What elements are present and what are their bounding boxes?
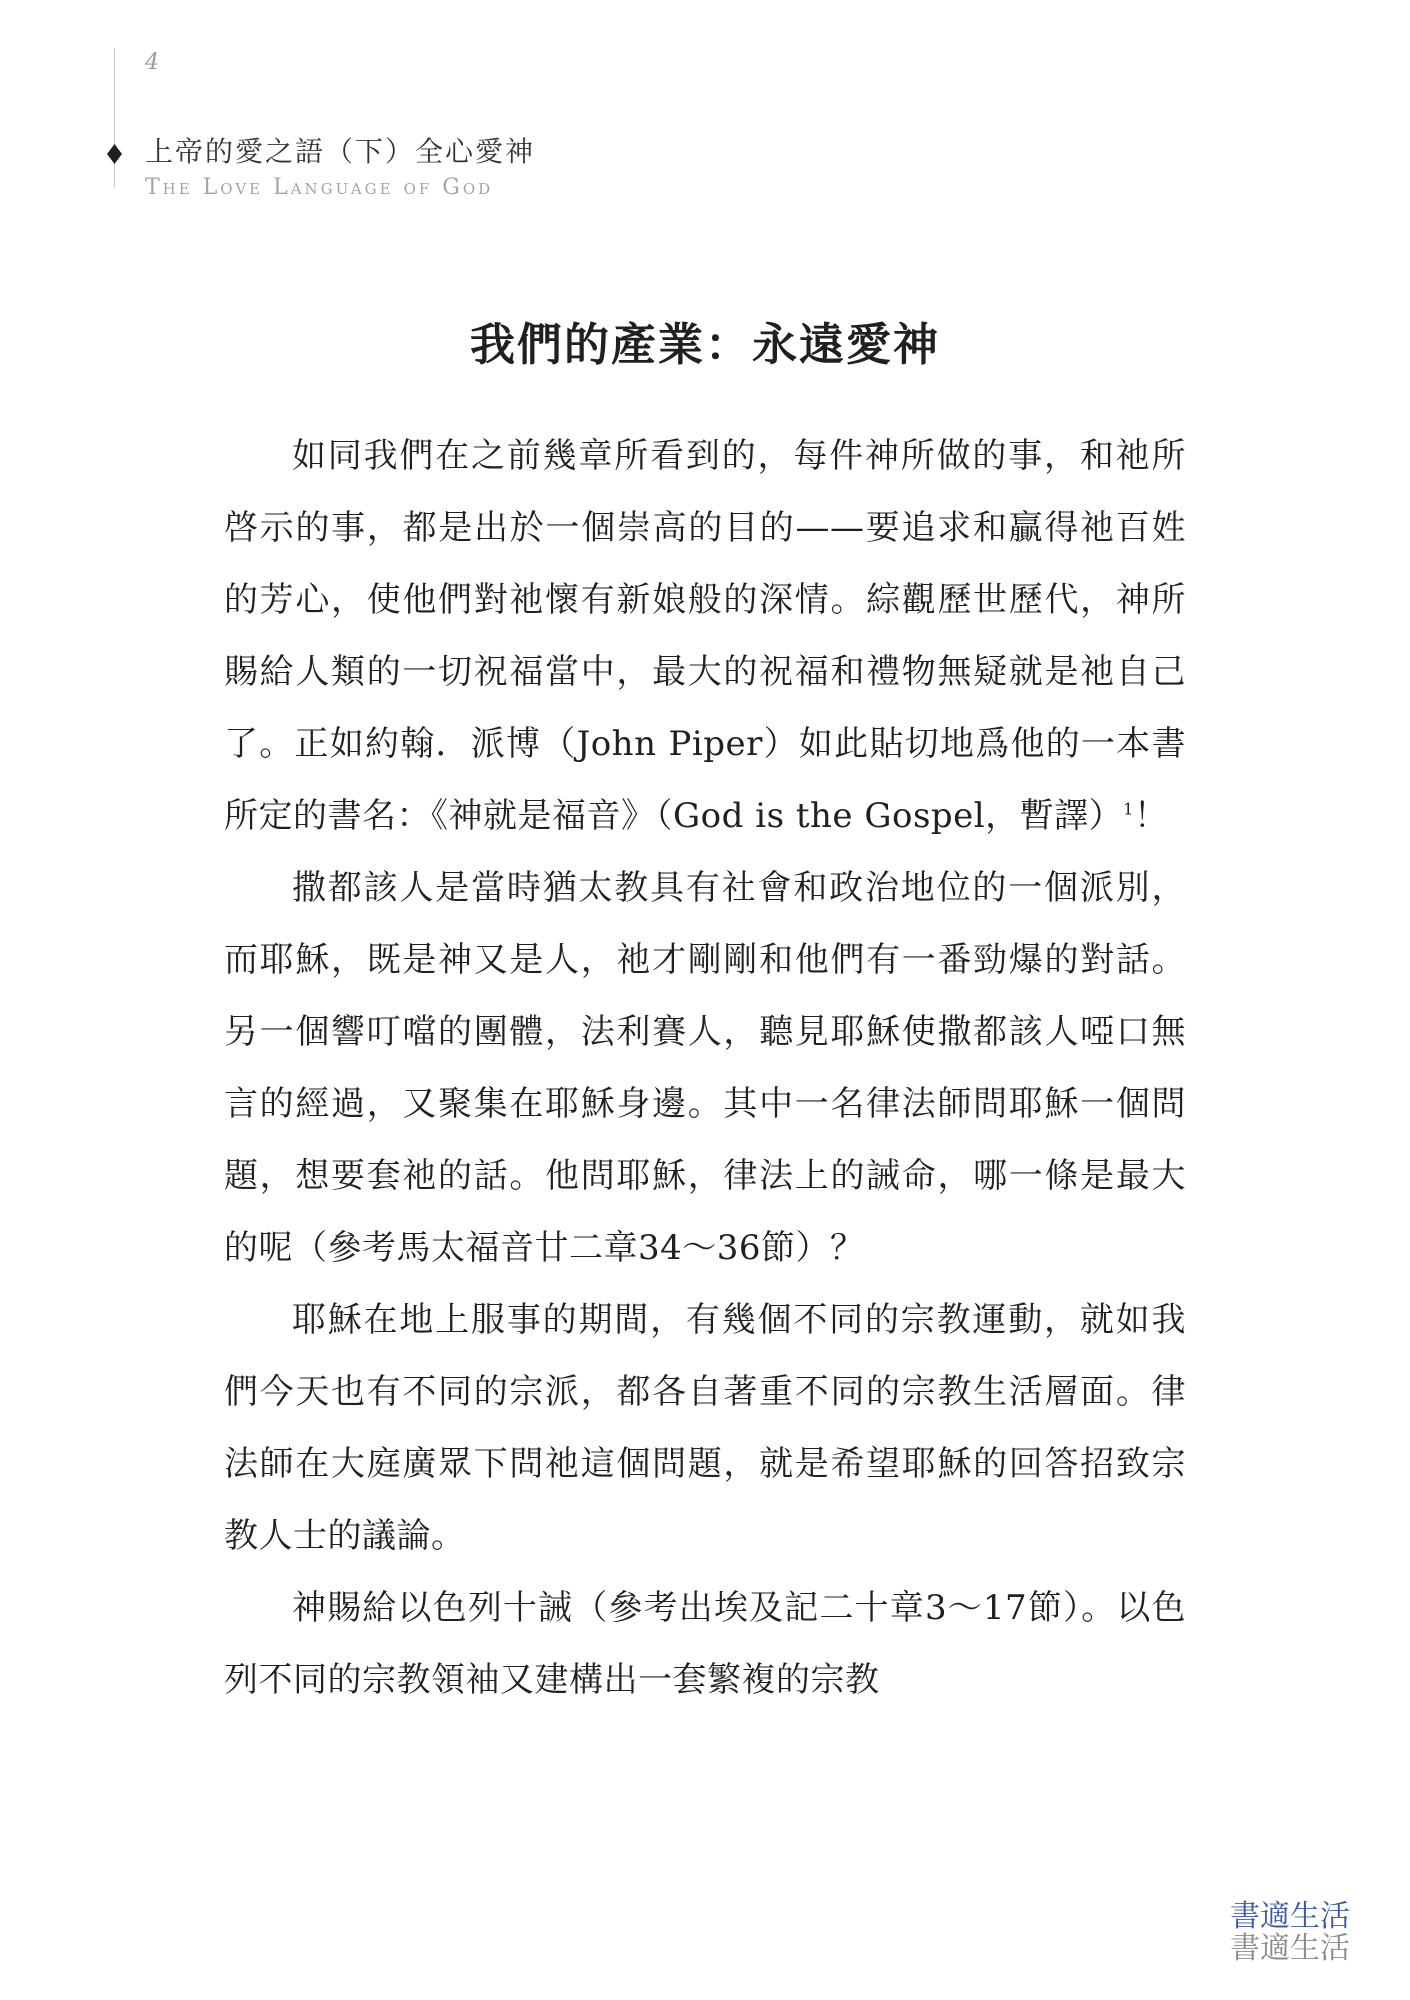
watermark-line-1: 書適生活 [1230,1899,1350,1934]
body-text [224,420,1186,1716]
running-header [105,48,625,200]
publisher-watermark [1230,1899,1350,1966]
page-number: 4 [145,50,159,75]
paragraph-4: 神賜給以色列十誡（參考出埃及記二十章3～17節）。以色列不同的宗教領袖又建構出一套繁複的宗教 [224,1588,1186,1700]
paragraph-2: 撒都該人是當時猶太教具有社會和政治地位的一個派別，而耶穌，既是神又是人，祂才剛剛和他們有一番勁爆的對話。另一個響叮噹的團體，法利賽人，聽見耶穌使撒都該人啞口無言的經過，又聚集在耶穌身邊。其中一名律法師問耶穌一個問題，想要套祂的話。他問耶穌，律法上的誡命，哪一條是最大的呢（參考馬太福音廿二章34～36節）？ [224,868,1186,1268]
paragraph-1-end: ！ [1133,796,1169,836]
diamond-ornament-icon [107,144,122,164]
book-title-english: The Love Language of God [145,175,494,200]
paragraph-1-text: 如同我們在之前幾章所看到的，每件神所做的事，和祂所啓示的事，都是出於一個崇高的目的——要追求和贏得祂百姓的芳心，使他們對祂懷有新娘般的深情。綜觀歷世歷代，神所賜給人類的一切祝福當中，最大的祝福和禮物無疑就是祂自己了。正如約翰．派博（John Piper）如此貼切地爲他的一本書所定的書名：《神就是福音》（God is the Gospel，暫譯） [224,436,1186,836]
paragraph-3: 耶穌在地上服事的期間，有幾個不同的宗教運動，就如我們今天也有不同的宗派，都各自著重不同的宗教生活層面。律法師在大庭廣眾下問祂這個問題，就是希望耶穌的回答招致宗教人士的議論。 [224,1300,1186,1556]
header-rule [114,48,115,188]
footnote-marker[interactable]: 1 [1123,799,1134,819]
paragraph-1 [224,420,1186,852]
chapter-heading: 我們的產業：永遠愛神 [469,318,940,371]
watermark-line-2: 書適生活 [1230,1931,1350,1966]
book-title: 上帝的愛之語（下）全心愛神 [145,135,536,168]
